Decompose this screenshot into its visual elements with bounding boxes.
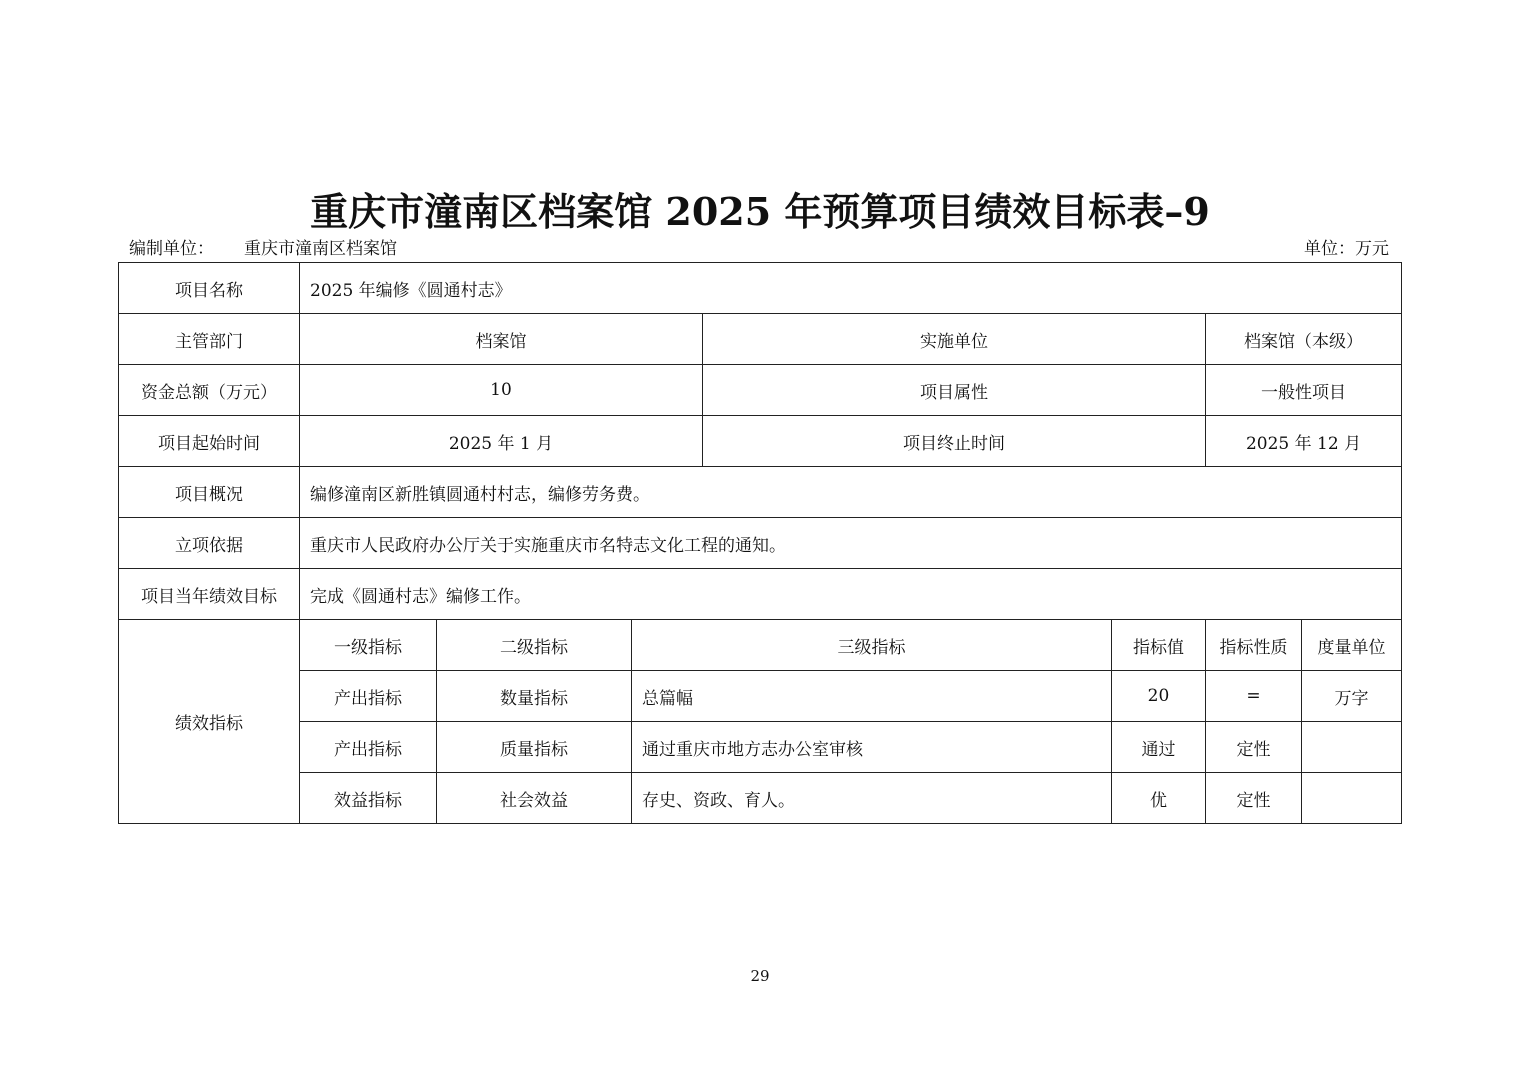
basis-value: 重庆市人民政府办公厅关于实施重庆市名特志文化工程的通知。 xyxy=(300,518,1402,569)
header-level1: 一级指标 xyxy=(300,620,437,671)
impl-label: 实施单位 xyxy=(703,314,1206,365)
cell-unit: 万字 xyxy=(1302,671,1402,722)
table-row xyxy=(119,620,1402,671)
cell-level1: 效益指标 xyxy=(300,773,437,824)
overview-value: 编修潼南区新胜镇圆通村村志，编修劳务费。 xyxy=(300,467,1402,518)
compiler-info xyxy=(129,238,397,260)
performance-label: 绩效指标 xyxy=(119,620,300,824)
start-value: 2025 年 1 月 xyxy=(300,416,703,467)
page-number: 29 xyxy=(750,967,770,985)
funds-value: 10 xyxy=(300,365,703,416)
end-value: 2025 年 12 月 xyxy=(1206,416,1402,467)
attr-value: 一般性项目 xyxy=(1206,365,1402,416)
performance-table xyxy=(118,262,1402,824)
header-level3: 三级指标 xyxy=(632,620,1112,671)
goal-label: 项目当年绩效目标 xyxy=(119,569,300,620)
cell-level2: 数量指标 xyxy=(437,671,632,722)
goal-value: 完成《圆通村志》编修工作。 xyxy=(300,569,1402,620)
cell-value: 20 xyxy=(1112,671,1206,722)
cell-value: 优 xyxy=(1112,773,1206,824)
dept-value: 档案馆 xyxy=(300,314,703,365)
dept-label: 主管部门 xyxy=(119,314,300,365)
cell-level3: 总篇幅 xyxy=(632,671,1112,722)
cell-nature: 定性 xyxy=(1206,773,1302,824)
impl-value: 档案馆（本级） xyxy=(1206,314,1402,365)
funds-label: 资金总额（万元） xyxy=(119,365,300,416)
table-row xyxy=(119,263,1402,314)
cell-nature: 定性 xyxy=(1206,722,1302,773)
cell-unit xyxy=(1302,773,1402,824)
table-row xyxy=(119,314,1402,365)
document-title: 重庆市潼南区档案馆 2025 年预算项目绩效目标表–9 xyxy=(310,189,1210,234)
header-level2: 二级指标 xyxy=(437,620,632,671)
table-row xyxy=(119,722,1402,773)
compiler-value: 重庆市潼南区档案馆 xyxy=(244,239,397,259)
header-value: 指标值 xyxy=(1112,620,1206,671)
end-label: 项目终止时间 xyxy=(703,416,1206,467)
cell-level2: 社会效益 xyxy=(437,773,632,824)
table-row xyxy=(119,773,1402,824)
header-unit: 度量单位 xyxy=(1302,620,1402,671)
basis-label: 立项依据 xyxy=(119,518,300,569)
table-row xyxy=(119,467,1402,518)
cell-nature: = xyxy=(1206,671,1302,722)
project-name-value: 2025 年编修《圆通村志》 xyxy=(300,263,1402,314)
cell-level3: 通过重庆市地方志办公室审核 xyxy=(632,722,1112,773)
cell-level1: 产出指标 xyxy=(300,722,437,773)
compiler-label: 编制单位： xyxy=(129,239,214,259)
table-row xyxy=(119,671,1402,722)
attr-label: 项目属性 xyxy=(703,365,1206,416)
header-nature: 指标性质 xyxy=(1206,620,1302,671)
table-row xyxy=(119,569,1402,620)
cell-level3: 存史、资政、育人。 xyxy=(632,773,1112,824)
cell-unit xyxy=(1302,722,1402,773)
project-name-label: 项目名称 xyxy=(119,263,300,314)
table-row xyxy=(119,416,1402,467)
start-label: 项目起始时间 xyxy=(119,416,300,467)
cell-level1: 产出指标 xyxy=(300,671,437,722)
unit-label: 单位：万元 xyxy=(1304,239,1389,259)
overview-label: 项目概况 xyxy=(119,467,300,518)
table-row xyxy=(119,518,1402,569)
table-row xyxy=(119,365,1402,416)
cell-value: 通过 xyxy=(1112,722,1206,773)
cell-level2: 质量指标 xyxy=(437,722,632,773)
